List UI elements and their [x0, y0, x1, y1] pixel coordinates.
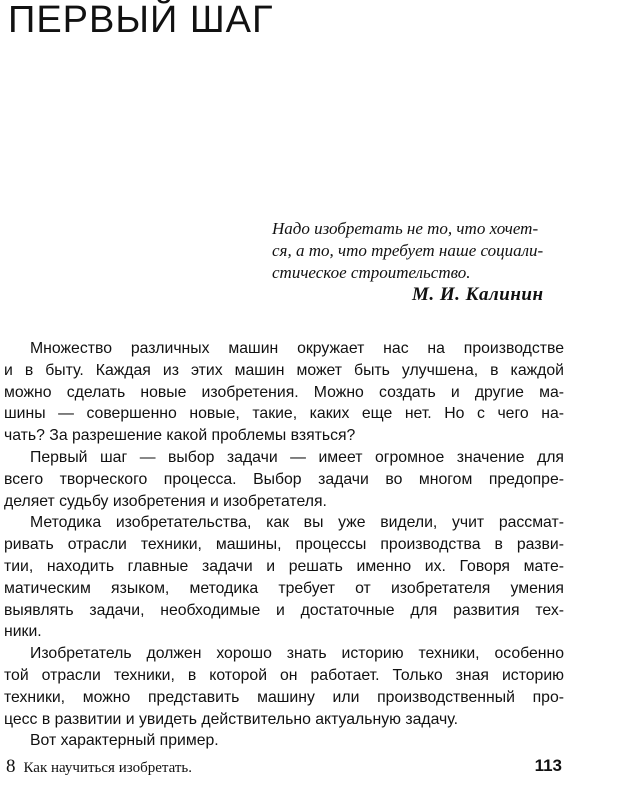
epigraph: [272, 218, 572, 284]
paragraph-line: ривать отрасли техники, машины, процессы производства в разви-: [4, 536, 564, 554]
paragraph-line: Методика изобретательства, как вы уже видели, учит рассмат-: [30, 514, 564, 532]
paragraph-line: той отрасли техники, в которой он работает. Только зная историю: [4, 666, 564, 684]
paragraph-line: цесс в развитии и увидеть действительно актуальную задачу.: [4, 710, 458, 728]
paragraph-line: Множество различных машин окружает нас на производстве: [30, 340, 564, 357]
printer-signature: [6, 756, 192, 778]
signature-number: 8: [6, 756, 16, 777]
epigraph-line: Надо изобретать не то, что хочет-: [272, 219, 539, 238]
paragraph-line: и в быту. Каждая из этих машин может быть улучшена, в каждой: [4, 361, 564, 379]
paragraph-line: тии, находить главные задачи и решать именно их. Говоря мате-: [4, 557, 564, 575]
paragraph-line: выявлять задачи, необходимые и достаточные для развития тех-: [4, 601, 564, 619]
signature-text: Как научиться изобретать.: [23, 760, 193, 776]
paragraph-line: Изобретатель должен хорошо знать историю техники, особенно: [30, 645, 564, 663]
chapter-title: ПЕРВЫЙ ШАГ: [8, 0, 274, 41]
epigraph-line: стическое строительство.: [272, 263, 471, 282]
page-number: 113: [534, 756, 562, 775]
paragraph-line: матическим языком, методика требует от изобретателя умения: [4, 579, 564, 597]
paragraph-line: Первый шаг — выбор задачи — имеет огромное значение для: [30, 448, 564, 466]
paragraph-line: можно сделать новые изобретения. Можно создать и другие ма-: [4, 383, 564, 401]
epigraph-line: ся, а то, что требует наше социали-: [272, 241, 544, 260]
paragraph-line: деляет судьбу изобретения и изобретателя.: [4, 492, 327, 510]
epigraph-author: М. И. Калинин: [412, 284, 544, 305]
paragraph-line: шины — совершенно новые, такие, каких еще нет. Но с чего на-: [4, 405, 564, 423]
paragraph-line: Вот характерный пример.: [30, 732, 219, 750]
body-text: [4, 338, 564, 752]
paragraph-line: всего творческого процесса. Выбор задачи во многом предопре-: [4, 470, 564, 488]
paragraph-line: чать? За разрешение какой проблемы взяться?: [4, 427, 356, 445]
paragraph-line: ники.: [4, 623, 42, 641]
paragraph-line: техники, можно представить машину или производственный про-: [4, 688, 564, 706]
